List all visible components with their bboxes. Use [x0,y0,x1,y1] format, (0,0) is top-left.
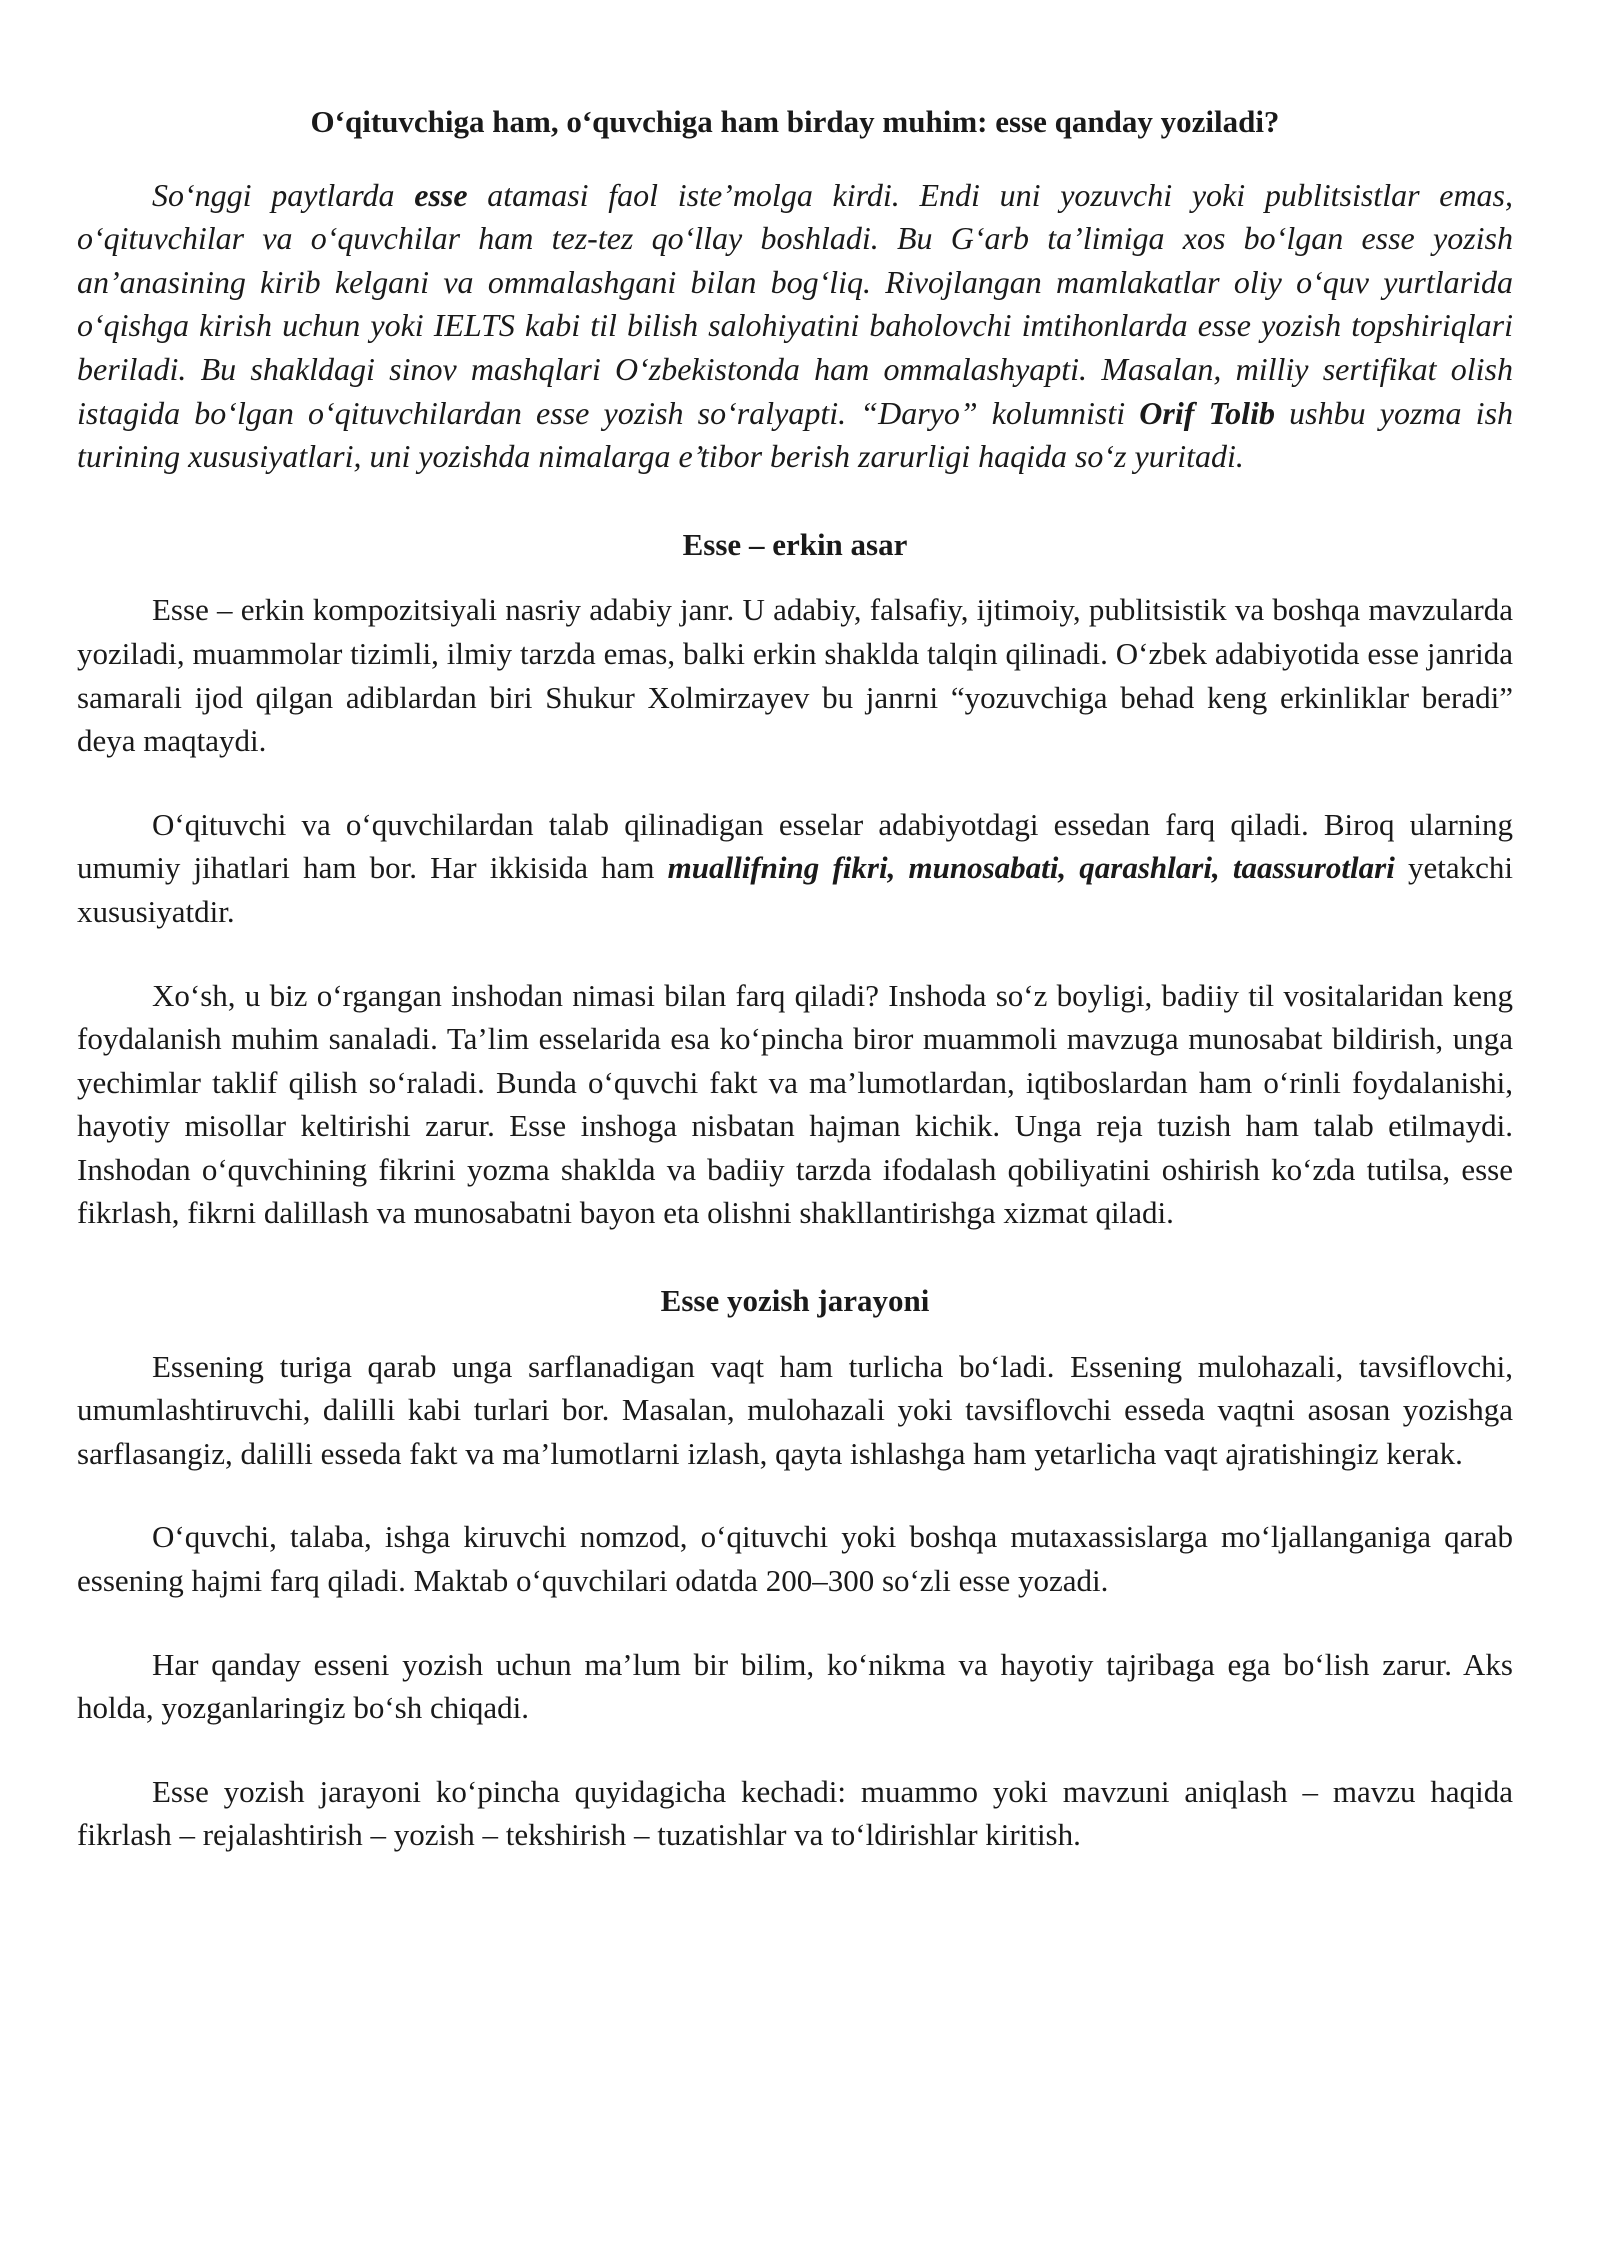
section1-paragraph-3: Xo‘sh, u biz o‘rgangan inshodan nimasi bilan farq qiladi? Inshoda so‘z boyligi, badiiy til vositalaridan keng foydalanish muhim sanaladi. Ta’lim esselarida esa ko‘pincha biror muammoli mavzuga munosabat bildirish, unga yechimlar taklif qilish so‘raladi. Bunda o‘quvchi fakt va ma’lumotlardan, iqtiboslardan ham o‘rinli foydalanishi, hayotiy misollar keltirishi zarur. Esse inshoga nisbatan hajman kichik. Unga reja tuzish ham talab etilmaydi. Inshodan o‘quvchining fikrini yozma shaklda va badiiy tarzda ifodalash qobiliyatini oshirish ko‘zda tutilsa, esse fikrlash, fikrni dalillash va munosabatni bayon eta olishni shakllantirishga xizmat qiladi. [77,977,1513,1231]
section2-paragraph-4: Esse yozish jarayoni ko‘pincha quyidagicha kechadi: muammo yoki mavzuni aniqlash – mavzu haqida fikrlash – rejalashtirish – yozish – tekshirish – tuzatishlar va to‘ldirishlar kiritish. [77,1773,1513,1853]
section-heading-1: Esse – erkin asar [682,526,908,562]
lead-text-1: So‘nggi paytlarda [152,176,415,213]
document-page [77,100,1513,1857]
lead-bold-esse: esse [414,176,468,213]
section1-paragraph-1: Esse – erkin kompozitsiyali nasriy adabiy janr. U adabiy, falsafiy, ijtimoiy, publitsistik va boshqa mavzularda yoziladi, muammolar tizimli, ilmiy tarzda emas, balki erkin shaklda talqin qilinadi. O‘zbek adabiyotida esse janrida samarali ijod qilgan adiblardan biri Shukur Xolmirzayev bu janrni “yozuvchiga behad keng erkinliklar beradi” deya maqtaydi. [77,592,1513,759]
section2-paragraph-3: Har qanday esseni yozish uchun ma’lum bir bilim, ko‘nikma va hayotiy tajribaga ega bo‘lish zarur. Aks holda, yozganlaringiz bo‘sh chiqadi. [77,1646,1513,1726]
lead-text-3: ushbu yozma ish turining xususiyatlari, uni yozishda nimalarga e’tibor berish zarurligi haqida so‘z yuritadi. [77,394,1514,475]
page-title: O‘qituvchiga ham, o‘quvchiga ham birday muhim: esse qanday yoziladi? [310,104,1280,139]
section1-paragraph-2 [77,803,1513,934]
lead-text-2: atamasi faol iste’molga kirdi. Endi uni yozuvchi yoki publitsistlar emas, o‘qituvchilar va o‘quvchilar ham tez-tez qo‘llay boshladi. Bu G‘arb ta’limiga xos bo‘lgan esse yozish an’anasining kirib kelgani va ommalashgani bilan bog‘liq. Rivojlangan mamlakatlar oliy o‘quv yurtlarida o‘qishga kirish uchun yoki IELTS kabi til bilish salohiyatini baholovchi imtihonlarda esse yozish topshiriqlari beriladi. Bu shakldagi sinov mashqlari O‘zbekistonda ham ommalashyapti. Masalan, milliy sertifikat olish istagida bo‘lgan o‘qituvchilardan esse yozish so‘ralyapti. “Daryo” kolumnisti [77,176,1514,431]
lead-paragraph [77,174,1513,479]
section2-paragraph-1: Essening turiga qarab unga sarflanadigan vaqt ham turlicha bo‘ladi. Essening mulohazali, tavsiflovchi, umumlashtiruvchi, dalilli kabi turlari bor. Masalan, mulohazali yoki tavsiflovchi esseda vaqtni asosan yozishga sarflasangiz, dalilli esseda fakt va ma’lumotlarni izlash, qayta ishlashga ham yetarlicha vaqt ajratishingiz kerak. [77,1348,1513,1471]
section1-p2-start: O‘qituvchi va o‘quvchilardan talab qilinadigan esselar adabiyotdagi essedan farq qiladi. Biroq ularning umumiy jihatlari ham bor. Har ikkisida ham [77,806,1513,886]
section2-paragraph-2: O‘quvchi, talaba, ishga kiruvchi nomzod, o‘qituvchi yoki boshqa mutaxassislarga mo‘ljallanganiga qarab essening hajmi farq qiladi. Maktab o‘quvchilari odatda 200–300 so‘zli esse yozadi. [77,1519,1513,1599]
lead-bold-author: Orif Tolib [1139,394,1275,431]
section-heading-2: Esse yozish jarayoni [660,1283,930,1319]
section1-p2-end: yetakchi xususiyatdir. [77,850,1513,929]
section1-p2-emphasis: muallifning fikri, munosabati, qarashlari, taassurotlari [667,850,1395,886]
